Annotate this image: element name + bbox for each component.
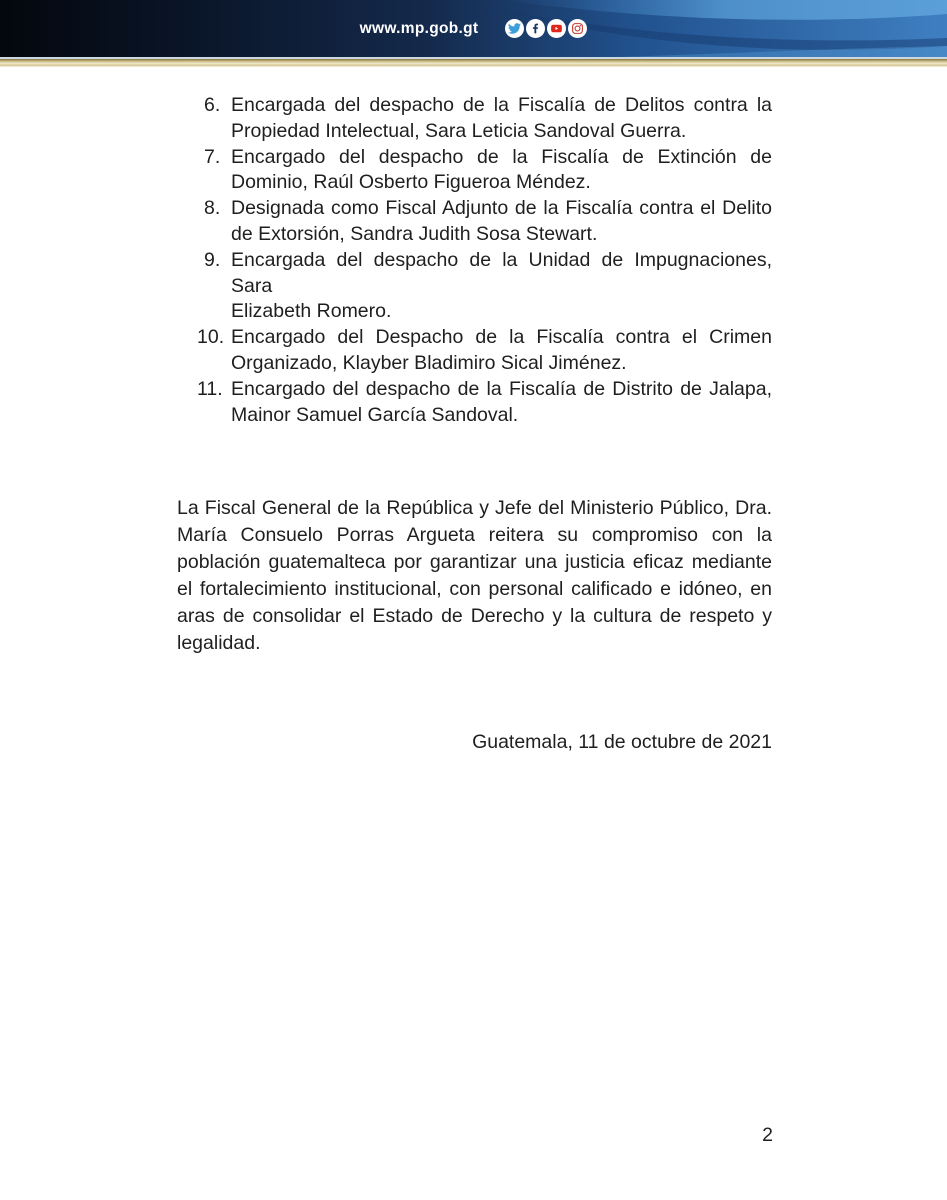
list-item-line: Designada como Fiscal Adjunto de la Fiscalía contra el Delito bbox=[231, 197, 772, 220]
list-item-line: Encargada del despacho de la Fiscalía de Delitos contra la bbox=[231, 94, 772, 116]
list-item-line: Encargado del despacho de la Fiscalía de Distrito de Jalapa, bbox=[231, 377, 772, 400]
instagram-icon[interactable] bbox=[568, 19, 587, 38]
list-item-number: 6. bbox=[204, 94, 221, 116]
dateline: Guatemala, 11 de octubre de 2021 bbox=[472, 731, 772, 753]
list-item bbox=[177, 145, 772, 197]
list-item-line: Mainor Samuel García Sandoval. bbox=[231, 403, 519, 426]
header-banner bbox=[0, 0, 947, 57]
list-item-line: Propiedad Intelectual, Sara Leticia Sandoval Guerra. bbox=[231, 119, 687, 142]
list-item bbox=[177, 377, 772, 429]
list-item-line: Encargado del Despacho de la Fiscalía contra el Crimen bbox=[231, 326, 772, 349]
page-number: 2 bbox=[762, 1124, 773, 1146]
list-item-line: Organizado, Klayber Bladimiro Sical Jiménez. bbox=[231, 351, 627, 374]
appointments-list bbox=[177, 93, 772, 428]
list-item-line: Encargada del despacho de la Unidad de Impugnaciones, Sara bbox=[231, 248, 772, 297]
paragraph-line: legalidad. bbox=[177, 632, 261, 654]
list-item bbox=[177, 93, 772, 145]
list-item-line: Encargado del despacho de la Fiscalía de Extinción de bbox=[231, 145, 772, 168]
list-item-number: 7. bbox=[204, 145, 221, 168]
banner-content bbox=[0, 0, 947, 57]
facebook-icon[interactable] bbox=[526, 19, 545, 38]
paragraph-line: La Fiscal General de la República y Jefe del Ministerio Público, Dra. bbox=[177, 497, 772, 519]
closing-paragraph bbox=[177, 495, 772, 657]
list-item-line: Dominio, Raúl Osberto Figueroa Méndez. bbox=[231, 171, 591, 194]
paragraph-line: María Consuelo Porras Argueta reitera su compromiso con la bbox=[177, 524, 772, 546]
list-item-number: 9. bbox=[204, 248, 221, 271]
list-item bbox=[177, 325, 772, 377]
list-item-number: 11. bbox=[197, 377, 223, 400]
gold-separator bbox=[0, 59, 947, 67]
list-item-line: de Extorsión, Sandra Judith Sosa Stewart. bbox=[231, 222, 598, 245]
list-item-line: Elizabeth Romero. bbox=[231, 300, 392, 323]
list-item-number: 10. bbox=[197, 326, 225, 349]
youtube-icon[interactable] bbox=[547, 19, 566, 38]
social-icons bbox=[505, 19, 587, 38]
twitter-icon[interactable] bbox=[505, 19, 524, 38]
list-item-number: 8. bbox=[204, 197, 221, 220]
paragraph-line: el fortalecimiento institucional, con personal calificado e idóneo, en bbox=[177, 578, 772, 600]
paragraph-line: aras de consolidar el Estado de Derecho y la cultura de respeto y bbox=[177, 605, 772, 627]
website-url[interactable]: www.mp.gob.gt bbox=[359, 19, 479, 37]
list-item bbox=[177, 196, 772, 248]
list-item bbox=[177, 248, 772, 325]
paragraph-line: población guatemalteca por garantizar una justicia eficaz mediante bbox=[177, 551, 772, 573]
